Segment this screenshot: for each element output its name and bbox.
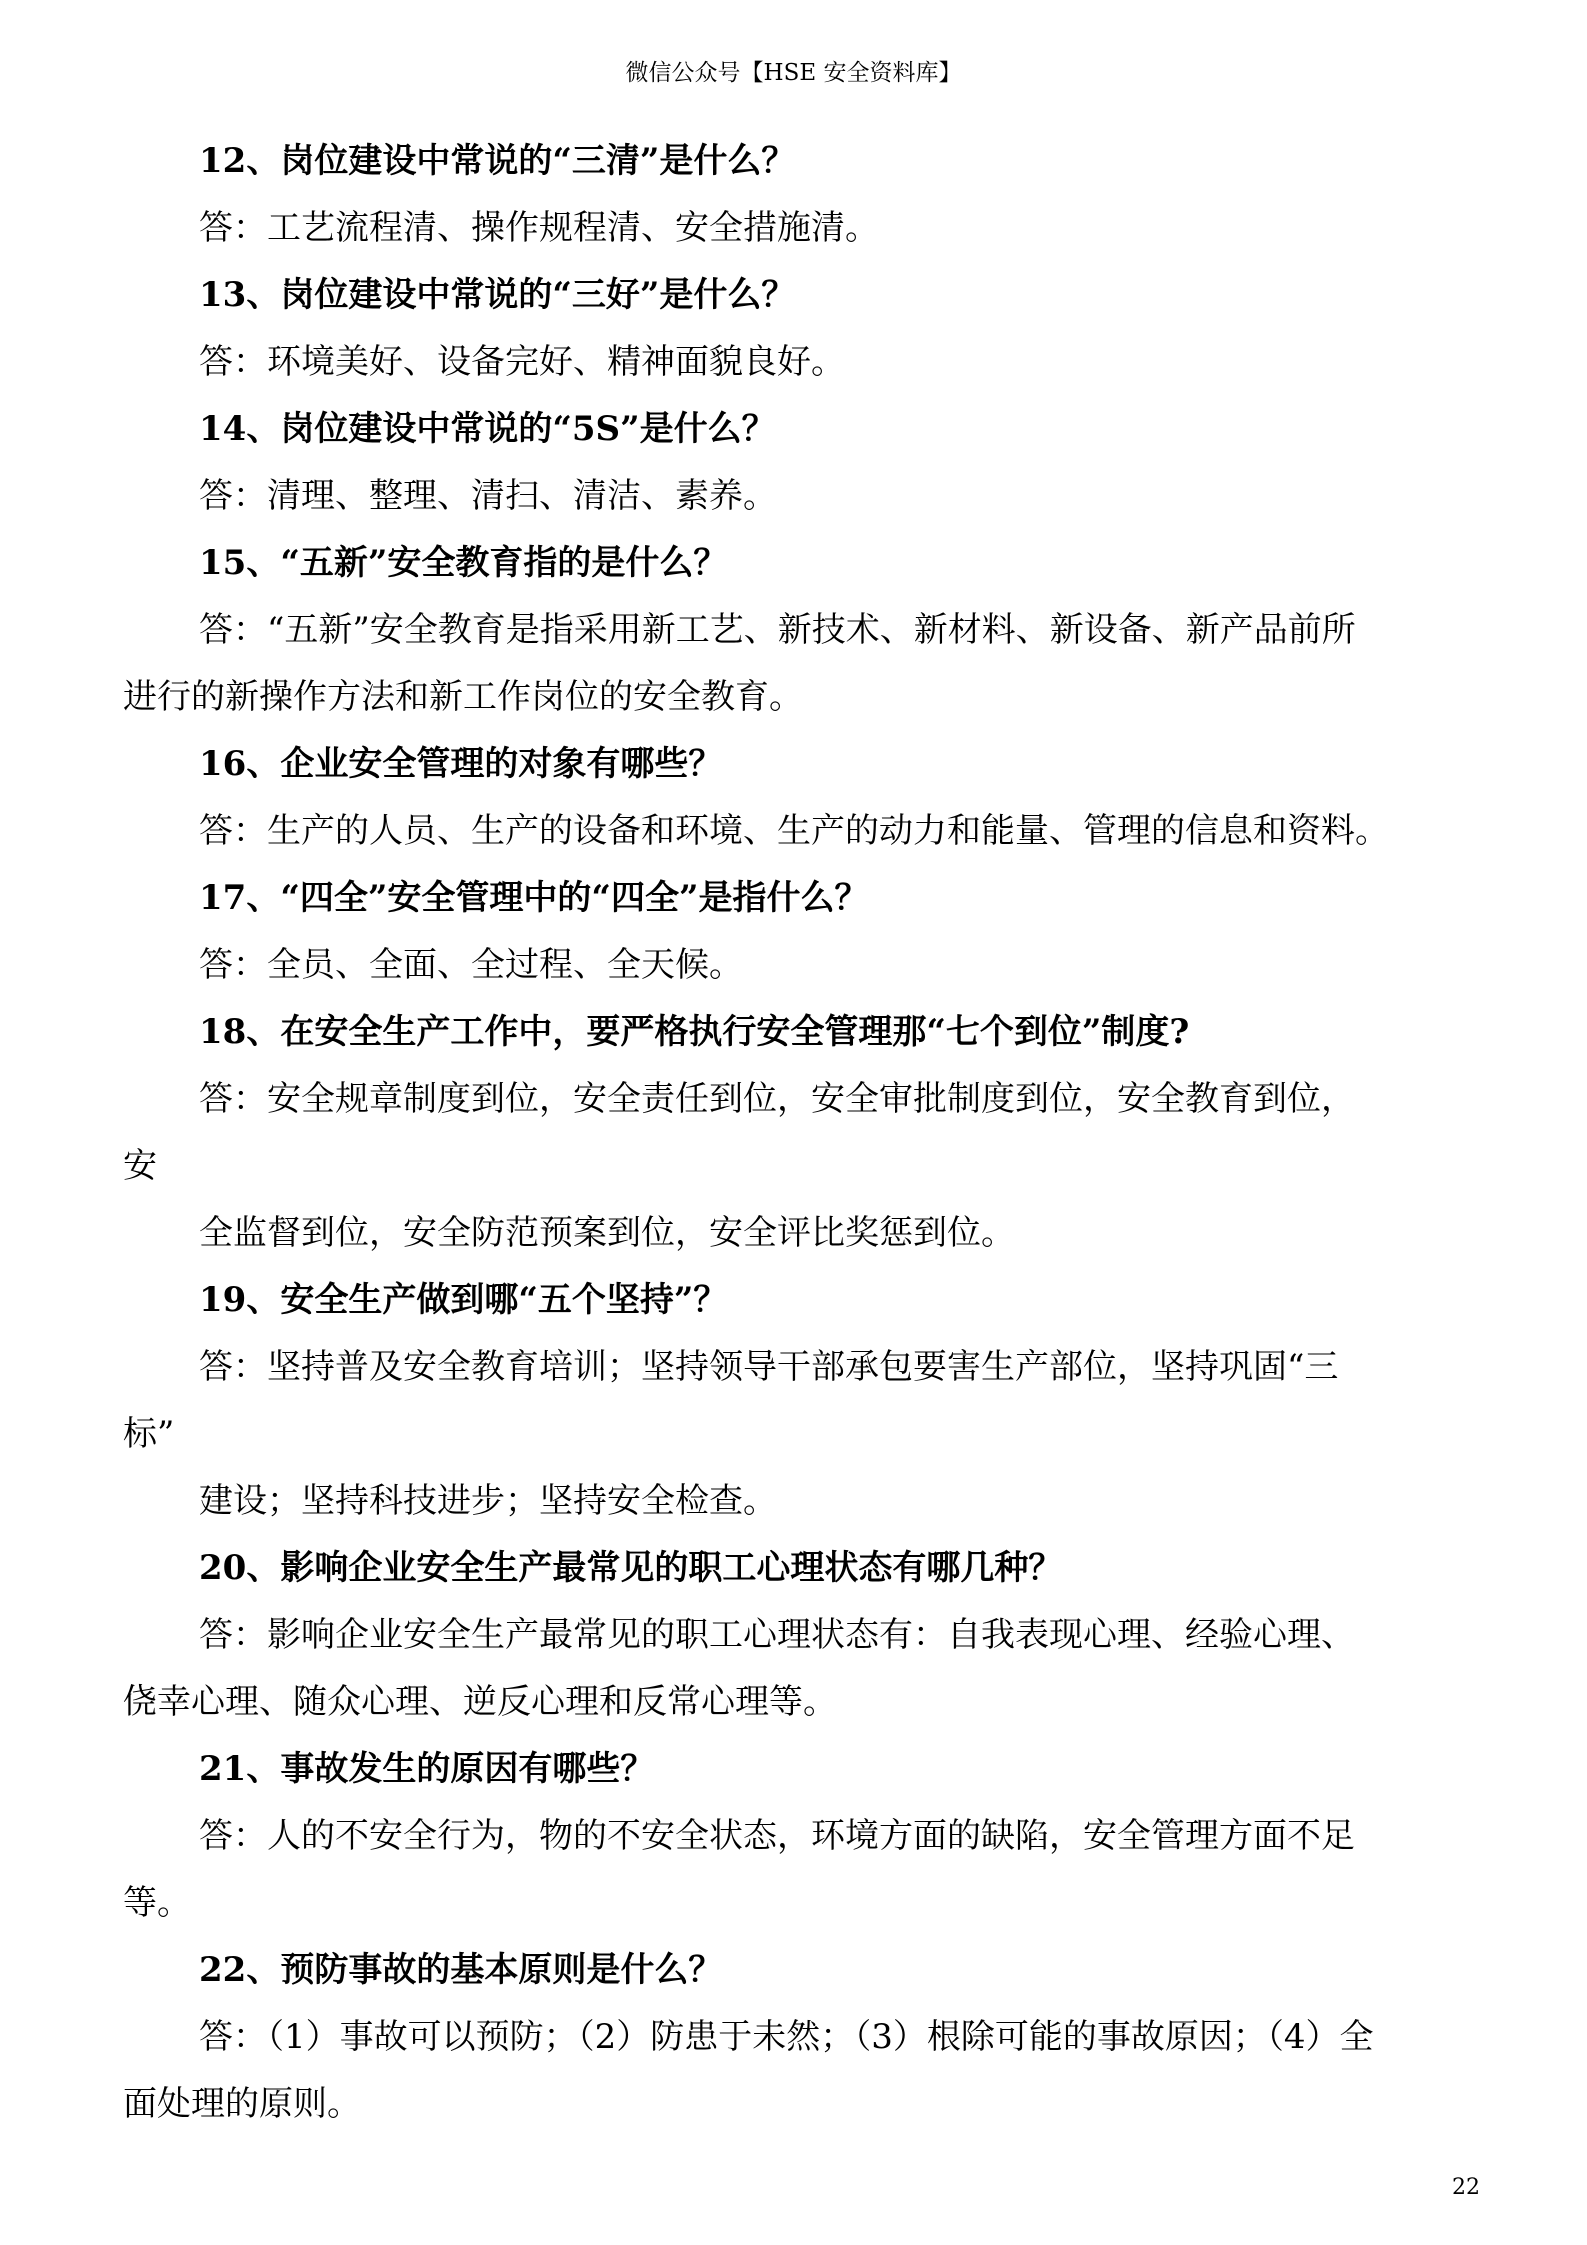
answer-21-continued: 等。 [123,1883,191,1923]
question-19: 19、安全生产做到哪“五个坚持”？ [199,1280,728,1320]
answer-17: 答：全员、全面、全过程、全天候。 [199,945,743,985]
question-20: 20、影响企业安全生产最常见的职工心理状态有哪几种？ [199,1548,1063,1588]
question-22: 22、预防事故的基本原则是什么？ [199,1950,723,1990]
answer-15: 答：“五新”安全教育是指采用新工艺、新技术、新材料、新设备、新产品前所 [199,610,1356,650]
answer-16: 答：生产的人员、生产的设备和环境、生产的动力和能量、管理的信息和资料。 [199,811,1389,851]
answer-19: 答：坚持普及安全教育培训；坚持领导干部承包要害生产部位，坚持巩固“三 [199,1347,1339,1387]
answer-19-continued: 建设；坚持科技进步；坚持安全检查。 [199,1481,777,1521]
answer-22-continued: 面处理的原则。 [123,2084,361,2124]
answer-15-continued: 进行的新操作方法和新工作岗位的安全教育。 [123,677,803,717]
answer-18: 答：安全规章制度到位，安全责任到位，安全审批制度到位，安全教育到位， [199,1079,1355,1119]
answer-19-wrap: 标” [123,1414,175,1454]
question-15: 15、“五新”安全教育指的是什么？ [199,543,728,583]
question-16: 16、企业安全管理的对象有哪些？ [199,744,723,784]
question-14: 14、岗位建设中常说的“5S”是什么？ [199,409,776,449]
answer-13: 答：环境美好、设备完好、精神面貌良好。 [199,342,845,382]
answer-20-continued: 侥幸心理、随众心理、逆反心理和反常心理等。 [123,1682,837,1722]
answer-14: 答：清理、整理、清扫、清洁、素养。 [199,476,777,516]
page-header: 微信公众号【HSE 安全资料库】 [625,60,962,86]
question-17: 17、“四全”安全管理中的“四全”是指什么？ [199,878,869,918]
answer-22: 答：（1）事故可以预防；（2）防患于未然；（3）根除可能的事故原因；（4）全 [199,2017,1374,2057]
answer-20: 答：影响企业安全生产最常见的职工心理状态有：自我表现心理、经验心理、 [199,1615,1355,1655]
question-18: 18、在安全生产工作中，要严格执行安全管理那“七个到位”制度? [199,1012,1190,1052]
answer-21: 答：人的不安全行为，物的不安全状态，环境方面的缺陷，安全管理方面不足 [199,1816,1355,1856]
document-body [123,128,1483,2138]
answer-12: 答：工艺流程清、操作规程清、安全措施清。 [199,208,879,248]
page-number: 22 [1452,2175,1480,2200]
question-12: 12、岗位建设中常说的“三清”是什么？ [199,141,796,181]
question-21: 21、事故发生的原因有哪些？ [199,1749,655,1789]
question-13: 13、岗位建设中常说的“三好”是什么？ [199,275,796,315]
answer-18-wrap: 安 [123,1146,157,1186]
answer-18-continued: 全监督到位，安全防范预案到位，安全评比奖惩到位。 [199,1213,1015,1253]
